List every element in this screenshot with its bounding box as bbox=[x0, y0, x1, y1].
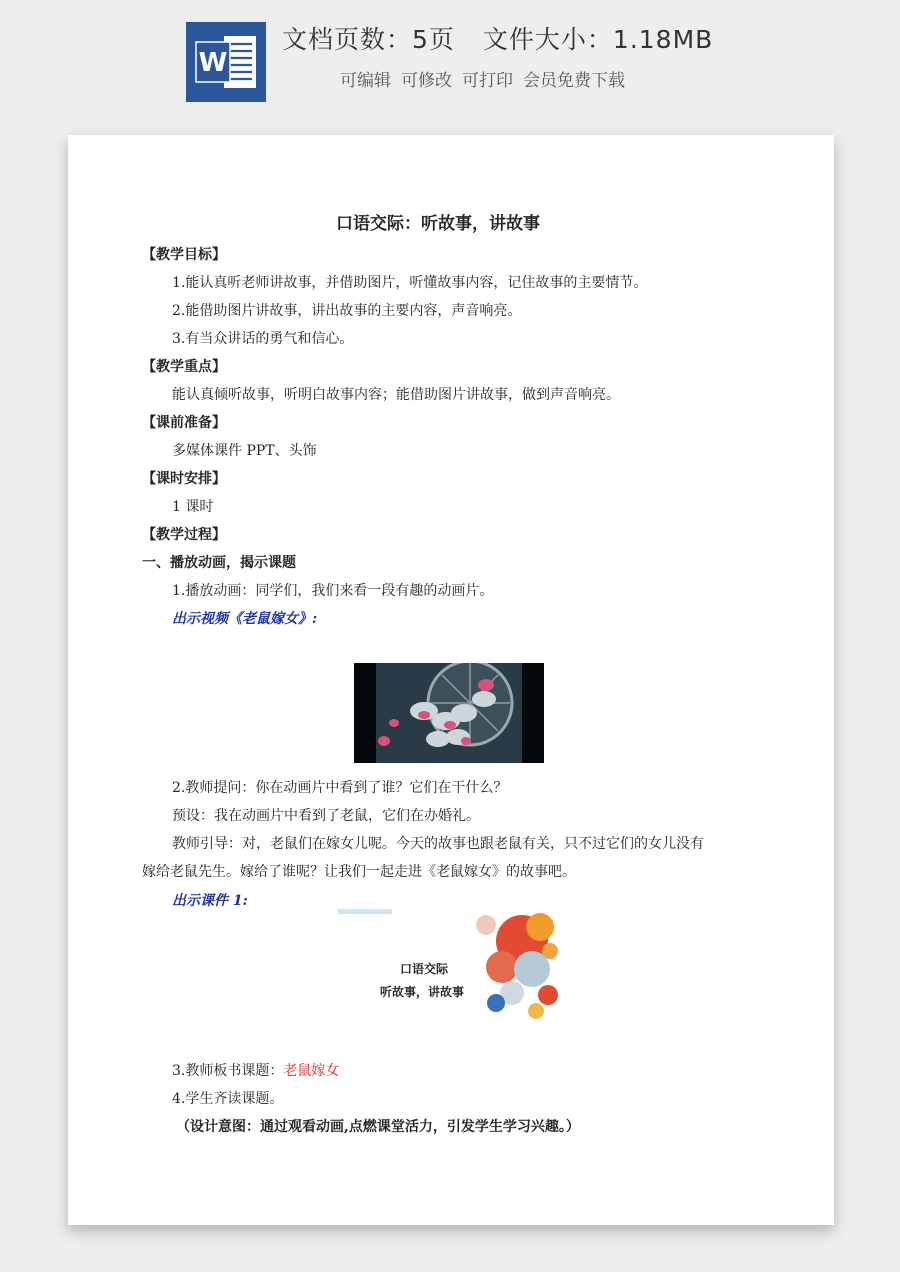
subsection-heading: 一、播放动画，揭示课题 bbox=[142, 555, 296, 571]
section-heading: 【教学过程】 bbox=[142, 527, 226, 543]
step3-text: 3.教师板书课题： bbox=[172, 1063, 284, 1079]
paragraph: 4.学生齐读课题。 bbox=[172, 1091, 284, 1107]
paragraph: 1 课时 bbox=[172, 499, 214, 515]
paragraph: 2.能借助图片讲故事，讲出故事的主要内容，声音响亮。 bbox=[172, 303, 522, 319]
document-page bbox=[68, 135, 834, 1225]
document-title: 口语交际：听故事，讲故事 bbox=[336, 214, 540, 234]
paragraph: 2.教师提问：你在动画片中看到了谁？它们在干什么？ bbox=[172, 780, 508, 796]
video-caption: 出示视频《老鼠嫁女》: bbox=[172, 611, 318, 627]
paragraph: 预设：我在动画片中看到了老鼠，它们在办婚礼。 bbox=[172, 808, 480, 824]
paragraph: 3.有当众讲话的勇气和信心。 bbox=[172, 331, 354, 347]
section-heading: 【课前准备】 bbox=[142, 415, 226, 431]
section-heading: 【教学重点】 bbox=[142, 359, 226, 375]
paragraph: 嫁给老鼠先生。嫁给了谁呢？让我们一起走进《老鼠嫁女》的故事吧。 bbox=[142, 864, 576, 880]
courseware-slide bbox=[336, 907, 562, 1031]
svg-text:听故事，讲故事: 听故事，讲故事 bbox=[380, 985, 465, 999]
design-intent: （设计意图：通过观看动画,点燃课堂活力，引发学生学习兴趣。） bbox=[176, 1119, 580, 1135]
board-title: 老鼠嫁女 bbox=[283, 1063, 340, 1079]
paragraph: 1.播放动画：同学们，我们来看一段有趣的动画片。 bbox=[172, 583, 494, 599]
section-heading: 【课时安排】 bbox=[142, 471, 226, 487]
feature-list bbox=[340, 66, 635, 91]
feature-item: 可修改 bbox=[401, 71, 452, 91]
slide-caption: 出示课件 1: bbox=[172, 893, 248, 909]
feature-item: 可打印 bbox=[462, 71, 513, 91]
paragraph: 1.能认真听老师讲故事，并借助图片，听懂故事内容，记住故事的主要情节。 bbox=[172, 275, 648, 291]
section-heading: 【教学目标】 bbox=[142, 247, 226, 263]
word-document-icon bbox=[186, 22, 266, 102]
header-title bbox=[282, 20, 741, 56]
paragraph bbox=[172, 1062, 339, 1080]
paragraph: 教师引导：对，老鼠们在嫁女儿呢。今天的故事也跟老鼠有关，只不过它们的女儿没有 bbox=[172, 836, 704, 852]
feature-item: 可编辑 bbox=[340, 71, 391, 91]
page-count: 文档页数：5页 bbox=[282, 25, 455, 54]
video-thumbnail[interactable] bbox=[354, 663, 544, 763]
feature-item: 会员免费下载 bbox=[523, 71, 625, 91]
file-size: 文件大小：1.18MB bbox=[482, 25, 714, 54]
svg-text:W: W bbox=[198, 48, 228, 78]
header bbox=[0, 0, 900, 120]
svg-text:口语交际: 口语交际 bbox=[400, 962, 449, 976]
paragraph: 多媒体课件 PPT、头饰 bbox=[172, 443, 317, 459]
paragraph: 能认真倾听故事，听明白故事内容；能借助图片讲故事，做到声音响亮。 bbox=[172, 387, 620, 403]
